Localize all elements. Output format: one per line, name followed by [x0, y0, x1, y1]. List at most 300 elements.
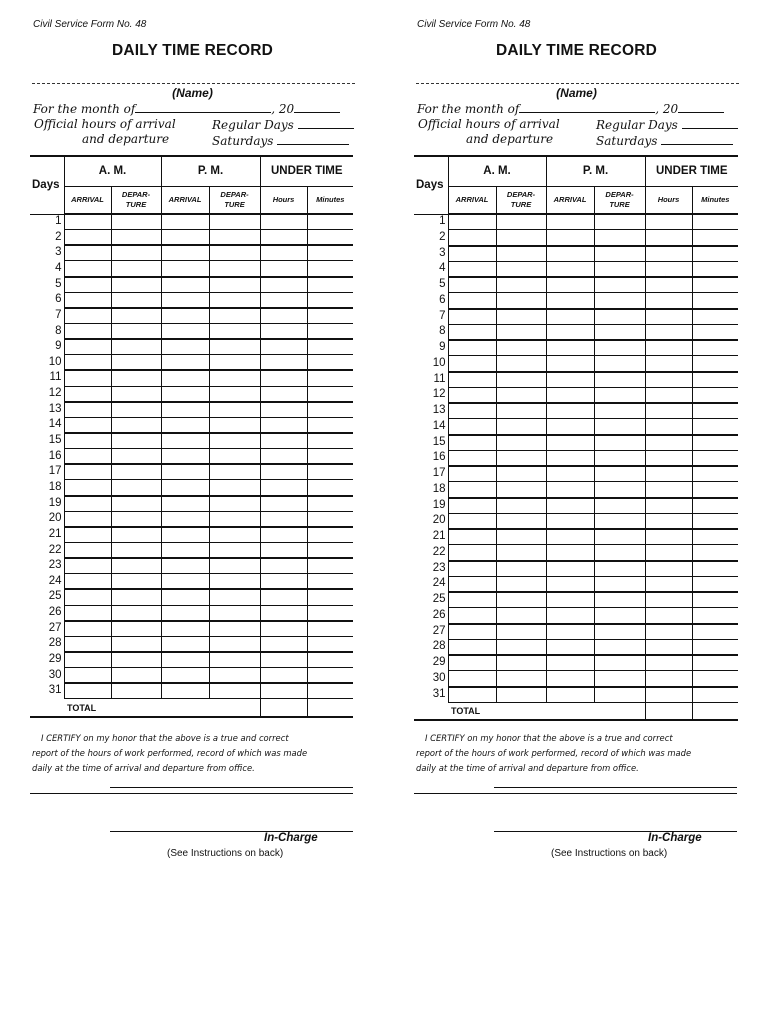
undertime-hours-cell[interactable]: [260, 496, 307, 512]
undertime-minutes-cell[interactable]: [692, 561, 738, 577]
pm-departure-cell[interactable]: [594, 435, 645, 451]
am-departure-cell[interactable]: [496, 655, 546, 671]
undertime-hours-cell[interactable]: [260, 355, 307, 371]
undertime-hours-cell[interactable]: [645, 340, 692, 356]
regular-days-blank[interactable]: [298, 117, 354, 129]
undertime-hours-cell[interactable]: [260, 339, 307, 355]
am-arrival-cell[interactable]: [448, 466, 496, 482]
pm-departure-cell[interactable]: [209, 261, 260, 277]
am-departure-cell[interactable]: [111, 574, 161, 590]
pm-arrival-cell[interactable]: [546, 513, 594, 529]
am-arrival-cell[interactable]: [448, 230, 496, 246]
undertime-minutes-cell[interactable]: [307, 370, 353, 386]
pm-departure-cell[interactable]: [594, 324, 645, 340]
saturdays-blank[interactable]: [277, 133, 349, 145]
pm-arrival-cell[interactable]: [546, 277, 594, 293]
undertime-minutes-cell[interactable]: [692, 293, 738, 309]
pm-arrival-cell[interactable]: [546, 498, 594, 514]
am-departure-cell[interactable]: [111, 605, 161, 621]
am-departure-cell[interactable]: [496, 498, 546, 514]
am-arrival-cell[interactable]: [448, 387, 496, 403]
undertime-minutes-cell[interactable]: [692, 655, 738, 671]
undertime-minutes-cell[interactable]: [692, 387, 738, 403]
am-arrival-cell[interactable]: [64, 433, 111, 449]
am-arrival-cell[interactable]: [448, 214, 496, 230]
pm-departure-cell[interactable]: [594, 419, 645, 435]
am-arrival-cell[interactable]: [448, 545, 496, 561]
pm-arrival-cell[interactable]: [546, 293, 594, 309]
undertime-minutes-cell[interactable]: [307, 417, 353, 433]
am-departure-cell[interactable]: [111, 589, 161, 605]
undertime-minutes-cell[interactable]: [692, 608, 738, 624]
undertime-minutes-cell[interactable]: [692, 230, 738, 246]
undertime-hours-cell[interactable]: [645, 466, 692, 482]
am-arrival-cell[interactable]: [64, 370, 111, 386]
undertime-minutes-cell[interactable]: [692, 261, 738, 277]
am-departure-cell[interactable]: [496, 561, 546, 577]
undertime-minutes-cell[interactable]: [692, 450, 738, 466]
undertime-minutes-cell[interactable]: [307, 574, 353, 590]
undertime-hours-cell[interactable]: [645, 498, 692, 514]
undertime-minutes-cell[interactable]: [692, 403, 738, 419]
am-arrival-cell[interactable]: [448, 482, 496, 498]
am-departure-cell[interactable]: [111, 292, 161, 308]
undertime-hours-cell[interactable]: [645, 246, 692, 262]
am-arrival-cell[interactable]: [64, 355, 111, 371]
undertime-minutes-cell[interactable]: [307, 527, 353, 543]
undertime-hours-cell[interactable]: [260, 449, 307, 465]
am-departure-cell[interactable]: [496, 403, 546, 419]
pm-departure-cell[interactable]: [209, 433, 260, 449]
am-arrival-cell[interactable]: [448, 261, 496, 277]
am-departure-cell[interactable]: [496, 309, 546, 325]
undertime-hours-cell[interactable]: [260, 402, 307, 418]
am-arrival-cell[interactable]: [448, 608, 496, 624]
pm-departure-cell[interactable]: [209, 589, 260, 605]
am-arrival-cell[interactable]: [64, 386, 111, 402]
pm-arrival-cell[interactable]: [546, 214, 594, 230]
pm-arrival-cell[interactable]: [546, 608, 594, 624]
am-arrival-cell[interactable]: [448, 246, 496, 262]
pm-departure-cell[interactable]: [594, 608, 645, 624]
pm-departure-cell[interactable]: [594, 687, 645, 703]
pm-arrival-cell[interactable]: [161, 433, 209, 449]
am-departure-cell[interactable]: [111, 464, 161, 480]
pm-arrival-cell[interactable]: [161, 386, 209, 402]
pm-departure-cell[interactable]: [594, 545, 645, 561]
pm-departure-cell[interactable]: [594, 387, 645, 403]
am-arrival-cell[interactable]: [64, 605, 111, 621]
am-arrival-cell[interactable]: [64, 417, 111, 433]
am-arrival-cell[interactable]: [448, 419, 496, 435]
undertime-hours-cell[interactable]: [645, 576, 692, 592]
am-departure-cell[interactable]: [496, 545, 546, 561]
undertime-minutes-cell[interactable]: [692, 529, 738, 545]
am-departure-cell[interactable]: [111, 417, 161, 433]
pm-departure-cell[interactable]: [209, 636, 260, 652]
pm-departure-cell[interactable]: [209, 449, 260, 465]
year-blank[interactable]: [678, 101, 724, 113]
am-departure-cell[interactable]: [111, 511, 161, 527]
pm-arrival-cell[interactable]: [161, 277, 209, 293]
undertime-minutes-cell[interactable]: [692, 324, 738, 340]
am-arrival-cell[interactable]: [64, 292, 111, 308]
pm-departure-cell[interactable]: [209, 527, 260, 543]
undertime-minutes-cell[interactable]: [692, 592, 738, 608]
am-departure-cell[interactable]: [111, 449, 161, 465]
undertime-hours-cell[interactable]: [645, 435, 692, 451]
undertime-hours-cell[interactable]: [645, 671, 692, 687]
undertime-hours-cell[interactable]: [645, 592, 692, 608]
pm-arrival-cell[interactable]: [546, 356, 594, 372]
undertime-minutes-cell[interactable]: [307, 277, 353, 293]
undertime-minutes-cell[interactable]: [692, 576, 738, 592]
am-departure-cell[interactable]: [111, 683, 161, 699]
am-departure-cell[interactable]: [111, 558, 161, 574]
pm-departure-cell[interactable]: [209, 308, 260, 324]
am-departure-cell[interactable]: [111, 433, 161, 449]
pm-departure-cell[interactable]: [209, 230, 260, 246]
pm-arrival-cell[interactable]: [546, 261, 594, 277]
undertime-hours-cell[interactable]: [260, 574, 307, 590]
undertime-hours-cell[interactable]: [260, 417, 307, 433]
am-arrival-cell[interactable]: [448, 655, 496, 671]
undertime-hours-cell[interactable]: [645, 561, 692, 577]
undertime-minutes-cell[interactable]: [307, 605, 353, 621]
pm-departure-cell[interactable]: [594, 592, 645, 608]
pm-departure-cell[interactable]: [594, 576, 645, 592]
am-arrival-cell[interactable]: [64, 542, 111, 558]
undertime-minutes-cell[interactable]: [307, 621, 353, 637]
undertime-hours-cell[interactable]: [645, 513, 692, 529]
pm-arrival-cell[interactable]: [161, 308, 209, 324]
undertime-minutes-cell[interactable]: [692, 246, 738, 262]
pm-arrival-cell[interactable]: [161, 323, 209, 339]
pm-departure-cell[interactable]: [209, 464, 260, 480]
pm-departure-cell[interactable]: [594, 246, 645, 262]
undertime-minutes-cell[interactable]: [692, 639, 738, 655]
am-arrival-cell[interactable]: [64, 652, 111, 668]
pm-departure-cell[interactable]: [209, 355, 260, 371]
am-departure-cell[interactable]: [496, 513, 546, 529]
am-arrival-cell[interactable]: [64, 496, 111, 512]
pm-departure-cell[interactable]: [594, 482, 645, 498]
undertime-hours-cell[interactable]: [645, 214, 692, 230]
pm-arrival-cell[interactable]: [161, 339, 209, 355]
undertime-hours-cell[interactable]: [260, 245, 307, 261]
pm-arrival-cell[interactable]: [546, 655, 594, 671]
pm-arrival-cell[interactable]: [546, 419, 594, 435]
am-arrival-cell[interactable]: [64, 574, 111, 590]
am-arrival-cell[interactable]: [64, 402, 111, 418]
pm-arrival-cell[interactable]: [161, 230, 209, 246]
pm-departure-cell[interactable]: [209, 402, 260, 418]
am-arrival-cell[interactable]: [64, 621, 111, 637]
am-departure-cell[interactable]: [496, 293, 546, 309]
am-arrival-cell[interactable]: [448, 592, 496, 608]
pm-departure-cell[interactable]: [209, 214, 260, 230]
pm-departure-cell[interactable]: [209, 605, 260, 621]
undertime-hours-cell[interactable]: [260, 652, 307, 668]
undertime-hours-cell[interactable]: [645, 403, 692, 419]
pm-arrival-cell[interactable]: [161, 558, 209, 574]
am-departure-cell[interactable]: [496, 277, 546, 293]
undertime-hours-cell[interactable]: [260, 527, 307, 543]
total-hours-cell[interactable]: [260, 699, 307, 717]
undertime-minutes-cell[interactable]: [307, 511, 353, 527]
undertime-minutes-cell[interactable]: [692, 498, 738, 514]
am-departure-cell[interactable]: [496, 592, 546, 608]
undertime-hours-cell[interactable]: [260, 386, 307, 402]
undertime-hours-cell[interactable]: [645, 655, 692, 671]
am-arrival-cell[interactable]: [64, 589, 111, 605]
undertime-minutes-cell[interactable]: [692, 214, 738, 230]
undertime-hours-cell[interactable]: [260, 323, 307, 339]
pm-departure-cell[interactable]: [209, 386, 260, 402]
undertime-hours-cell[interactable]: [645, 608, 692, 624]
pm-arrival-cell[interactable]: [546, 561, 594, 577]
am-departure-cell[interactable]: [111, 542, 161, 558]
undertime-hours-cell[interactable]: [260, 511, 307, 527]
undertime-minutes-cell[interactable]: [307, 355, 353, 371]
pm-departure-cell[interactable]: [594, 372, 645, 388]
am-departure-cell[interactable]: [496, 639, 546, 655]
pm-arrival-cell[interactable]: [546, 592, 594, 608]
undertime-minutes-cell[interactable]: [307, 542, 353, 558]
total-minutes-cell[interactable]: [307, 699, 353, 717]
pm-arrival-cell[interactable]: [161, 621, 209, 637]
pm-departure-cell[interactable]: [209, 480, 260, 496]
pm-arrival-cell[interactable]: [546, 403, 594, 419]
pm-departure-cell[interactable]: [594, 340, 645, 356]
am-departure-cell[interactable]: [496, 435, 546, 451]
pm-arrival-cell[interactable]: [161, 668, 209, 684]
pm-departure-cell[interactable]: [594, 277, 645, 293]
undertime-minutes-cell[interactable]: [307, 261, 353, 277]
am-arrival-cell[interactable]: [448, 356, 496, 372]
pm-departure-cell[interactable]: [594, 671, 645, 687]
pm-arrival-cell[interactable]: [546, 340, 594, 356]
undertime-hours-cell[interactable]: [260, 683, 307, 699]
pm-departure-cell[interactable]: [594, 230, 645, 246]
pm-arrival-cell[interactable]: [546, 624, 594, 640]
pm-arrival-cell[interactable]: [546, 372, 594, 388]
total-hours-cell[interactable]: [645, 702, 692, 720]
undertime-minutes-cell[interactable]: [692, 624, 738, 640]
undertime-hours-cell[interactable]: [645, 624, 692, 640]
undertime-minutes-cell[interactable]: [692, 466, 738, 482]
pm-departure-cell[interactable]: [594, 214, 645, 230]
am-departure-cell[interactable]: [111, 480, 161, 496]
undertime-hours-cell[interactable]: [260, 230, 307, 246]
employee-signature-line[interactable]: [110, 787, 353, 788]
undertime-hours-cell[interactable]: [645, 450, 692, 466]
am-arrival-cell[interactable]: [64, 558, 111, 574]
undertime-minutes-cell[interactable]: [307, 339, 353, 355]
pm-arrival-cell[interactable]: [546, 671, 594, 687]
am-arrival-cell[interactable]: [64, 214, 111, 230]
am-arrival-cell[interactable]: [64, 339, 111, 355]
pm-arrival-cell[interactable]: [161, 355, 209, 371]
am-departure-cell[interactable]: [111, 402, 161, 418]
undertime-hours-cell[interactable]: [645, 309, 692, 325]
undertime-minutes-cell[interactable]: [307, 683, 353, 699]
saturdays-blank[interactable]: [661, 133, 733, 145]
pm-departure-cell[interactable]: [209, 621, 260, 637]
undertime-minutes-cell[interactable]: [307, 496, 353, 512]
pm-arrival-cell[interactable]: [161, 464, 209, 480]
pm-arrival-cell[interactable]: [546, 466, 594, 482]
pm-arrival-cell[interactable]: [546, 529, 594, 545]
am-arrival-cell[interactable]: [448, 435, 496, 451]
undertime-hours-cell[interactable]: [260, 605, 307, 621]
undertime-minutes-cell[interactable]: [692, 372, 738, 388]
pm-departure-cell[interactable]: [209, 668, 260, 684]
am-arrival-cell[interactable]: [64, 464, 111, 480]
undertime-minutes-cell[interactable]: [307, 449, 353, 465]
undertime-hours-cell[interactable]: [260, 292, 307, 308]
am-departure-cell[interactable]: [496, 214, 546, 230]
undertime-minutes-cell[interactable]: [307, 386, 353, 402]
undertime-minutes-cell[interactable]: [692, 309, 738, 325]
am-departure-cell[interactable]: [111, 355, 161, 371]
pm-departure-cell[interactable]: [209, 574, 260, 590]
pm-departure-cell[interactable]: [594, 513, 645, 529]
undertime-hours-cell[interactable]: [645, 639, 692, 655]
am-arrival-cell[interactable]: [448, 561, 496, 577]
undertime-minutes-cell[interactable]: [307, 652, 353, 668]
pm-arrival-cell[interactable]: [161, 370, 209, 386]
am-departure-cell[interactable]: [111, 636, 161, 652]
month-blank[interactable]: [519, 101, 655, 113]
undertime-minutes-cell[interactable]: [692, 513, 738, 529]
am-arrival-cell[interactable]: [64, 277, 111, 293]
pm-arrival-cell[interactable]: [161, 652, 209, 668]
am-departure-cell[interactable]: [111, 277, 161, 293]
am-arrival-cell[interactable]: [64, 668, 111, 684]
pm-departure-cell[interactable]: [209, 542, 260, 558]
am-departure-cell[interactable]: [111, 621, 161, 637]
pm-arrival-cell[interactable]: [161, 417, 209, 433]
undertime-minutes-cell[interactable]: [692, 671, 738, 687]
undertime-minutes-cell[interactable]: [307, 323, 353, 339]
am-arrival-cell[interactable]: [64, 261, 111, 277]
undertime-minutes-cell[interactable]: [307, 480, 353, 496]
pm-arrival-cell[interactable]: [546, 576, 594, 592]
am-arrival-cell[interactable]: [64, 511, 111, 527]
pm-departure-cell[interactable]: [594, 261, 645, 277]
undertime-hours-cell[interactable]: [645, 277, 692, 293]
am-arrival-cell[interactable]: [448, 498, 496, 514]
undertime-hours-cell[interactable]: [645, 545, 692, 561]
employee-signature-line[interactable]: [494, 787, 737, 788]
am-arrival-cell[interactable]: [64, 636, 111, 652]
am-departure-cell[interactable]: [496, 356, 546, 372]
undertime-minutes-cell[interactable]: [692, 356, 738, 372]
undertime-hours-cell[interactable]: [645, 387, 692, 403]
undertime-hours-cell[interactable]: [260, 668, 307, 684]
undertime-minutes-cell[interactable]: [692, 435, 738, 451]
am-arrival-cell[interactable]: [448, 324, 496, 340]
pm-departure-cell[interactable]: [209, 323, 260, 339]
undertime-minutes-cell[interactable]: [307, 292, 353, 308]
undertime-minutes-cell[interactable]: [692, 687, 738, 703]
am-departure-cell[interactable]: [496, 230, 546, 246]
undertime-hours-cell[interactable]: [645, 419, 692, 435]
undertime-minutes-cell[interactable]: [692, 340, 738, 356]
pm-departure-cell[interactable]: [209, 683, 260, 699]
am-departure-cell[interactable]: [496, 450, 546, 466]
pm-arrival-cell[interactable]: [546, 450, 594, 466]
undertime-minutes-cell[interactable]: [307, 636, 353, 652]
am-departure-cell[interactable]: [496, 340, 546, 356]
pm-departure-cell[interactable]: [594, 356, 645, 372]
pm-departure-cell[interactable]: [594, 466, 645, 482]
am-arrival-cell[interactable]: [64, 308, 111, 324]
am-departure-cell[interactable]: [496, 419, 546, 435]
am-departure-cell[interactable]: [496, 576, 546, 592]
am-departure-cell[interactable]: [111, 245, 161, 261]
undertime-minutes-cell[interactable]: [307, 402, 353, 418]
am-departure-cell[interactable]: [496, 608, 546, 624]
undertime-hours-cell[interactable]: [645, 293, 692, 309]
am-arrival-cell[interactable]: [448, 529, 496, 545]
am-departure-cell[interactable]: [496, 482, 546, 498]
undertime-hours-cell[interactable]: [260, 636, 307, 652]
am-departure-cell[interactable]: [496, 466, 546, 482]
pm-arrival-cell[interactable]: [161, 292, 209, 308]
am-departure-cell[interactable]: [111, 652, 161, 668]
pm-arrival-cell[interactable]: [546, 545, 594, 561]
am-departure-cell[interactable]: [496, 324, 546, 340]
undertime-hours-cell[interactable]: [645, 372, 692, 388]
am-departure-cell[interactable]: [111, 323, 161, 339]
pm-arrival-cell[interactable]: [546, 639, 594, 655]
pm-arrival-cell[interactable]: [161, 480, 209, 496]
am-departure-cell[interactable]: [111, 339, 161, 355]
regular-days-blank[interactable]: [682, 117, 738, 129]
pm-arrival-cell[interactable]: [161, 511, 209, 527]
am-arrival-cell[interactable]: [64, 449, 111, 465]
undertime-hours-cell[interactable]: [645, 261, 692, 277]
am-departure-cell[interactable]: [111, 261, 161, 277]
undertime-hours-cell[interactable]: [645, 482, 692, 498]
pm-arrival-cell[interactable]: [546, 309, 594, 325]
undertime-hours-cell[interactable]: [260, 277, 307, 293]
undertime-minutes-cell[interactable]: [692, 419, 738, 435]
undertime-minutes-cell[interactable]: [692, 277, 738, 293]
pm-departure-cell[interactable]: [209, 652, 260, 668]
pm-departure-cell[interactable]: [209, 417, 260, 433]
am-arrival-cell[interactable]: [448, 513, 496, 529]
pm-departure-cell[interactable]: [594, 450, 645, 466]
pm-departure-cell[interactable]: [594, 293, 645, 309]
pm-arrival-cell[interactable]: [161, 542, 209, 558]
pm-departure-cell[interactable]: [209, 292, 260, 308]
pm-arrival-cell[interactable]: [161, 496, 209, 512]
pm-arrival-cell[interactable]: [161, 683, 209, 699]
pm-arrival-cell[interactable]: [546, 324, 594, 340]
am-departure-cell[interactable]: [111, 370, 161, 386]
am-arrival-cell[interactable]: [64, 527, 111, 543]
pm-departure-cell[interactable]: [594, 561, 645, 577]
undertime-hours-cell[interactable]: [260, 370, 307, 386]
undertime-hours-cell[interactable]: [645, 687, 692, 703]
month-blank[interactable]: [135, 101, 271, 113]
pm-arrival-cell[interactable]: [161, 402, 209, 418]
undertime-hours-cell[interactable]: [260, 558, 307, 574]
am-arrival-cell[interactable]: [448, 293, 496, 309]
